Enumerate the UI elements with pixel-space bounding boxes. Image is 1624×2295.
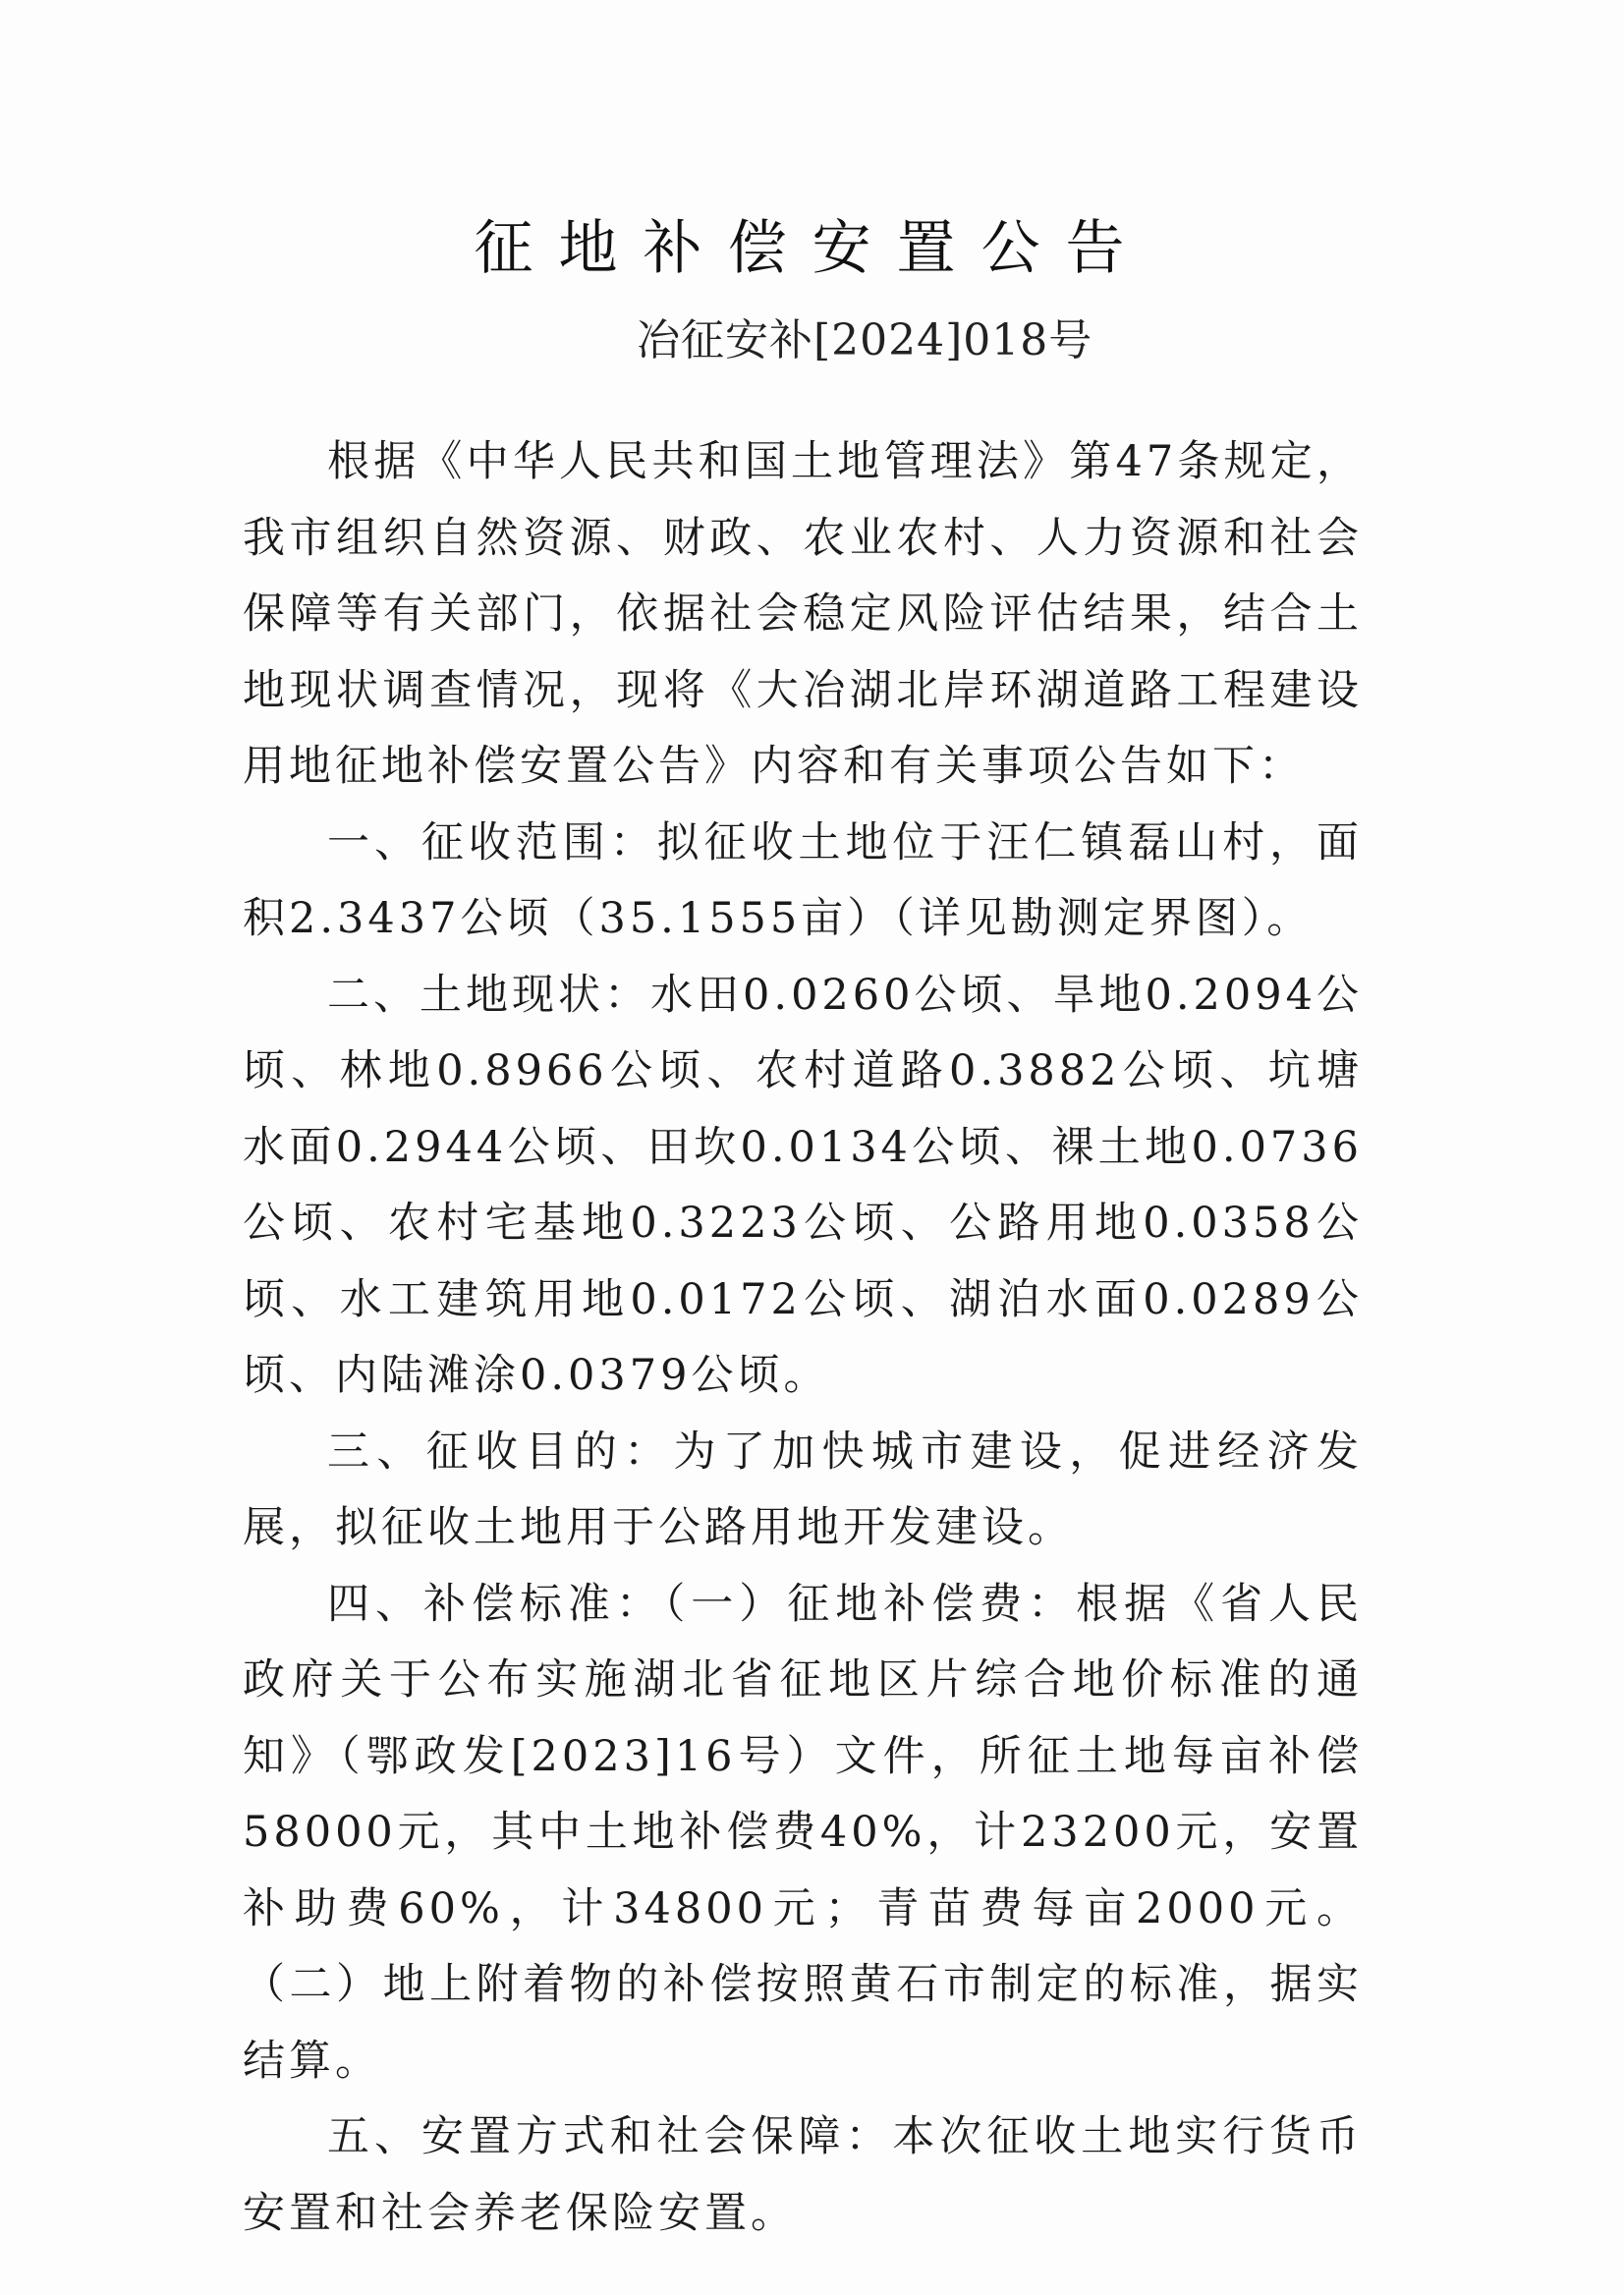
document-number: 冶征安补[2024]018号 [637,315,1093,365]
paragraph-purpose: 三、征收目的：为了加快城市建设，促进经济发展，拟征收土地用于公路用地开发建设。 [243,1427,1363,1552]
document-body [243,424,1363,2252]
paragraph-resettlement: 五、安置方式和社会保障：本次征收土地实行货币安置和社会养老保险安置。 [243,2112,1363,2238]
paragraph-scope: 一、征收范围：拟征收土地位于汪仁镇磊山村，面积2.3437公顷（35.1555亩）（详见勘测定界图）。 [243,817,1363,943]
paragraph-land-status: 二、土地现状：水田0.0260公顷、旱地0.2094公顷、林地0.8966公顷、农村道路0.3882公顷、坑塘水面0.2944公顷、田坎0.0134公顷、裸土地0.0736公顷、农村宅基地0.3223公顷、公路用地0.0358公顷、水工建筑用地0.0172公顷、湖泊水面0.0289公顷、内陆滩涂0.0379公顷。 [243,970,1363,1400]
page-title: 征地补偿安置公告 [474,214,1150,283]
paragraph-compensation: 四、补偿标准：（一）征地补偿费：根据《省人民政府关于公布实施湖北省征地区片综合地价标准的通知》（鄂政发[2023]16号）文件，所征土地每亩补偿58000元，其中土地补偿费40%，计23200元，安置补助费60%，计34800元；青苗费每亩2000元。（二）地上附着物的补偿按照黄石市制定的标准，据实结算。 [243,1579,1363,2086]
paragraph-intro: 根据《中华人民共和国土地管理法》第47条规定，我市组织自然资源、财政、农业农村、人力资源和社会保障等有关部门，依据社会稳定风险评估结果，结合土地现状调查情况，现将《大冶湖北岸环湖道路工程建设用地征地补偿安置公告》内容和有关事项公告如下： [243,437,1363,791]
